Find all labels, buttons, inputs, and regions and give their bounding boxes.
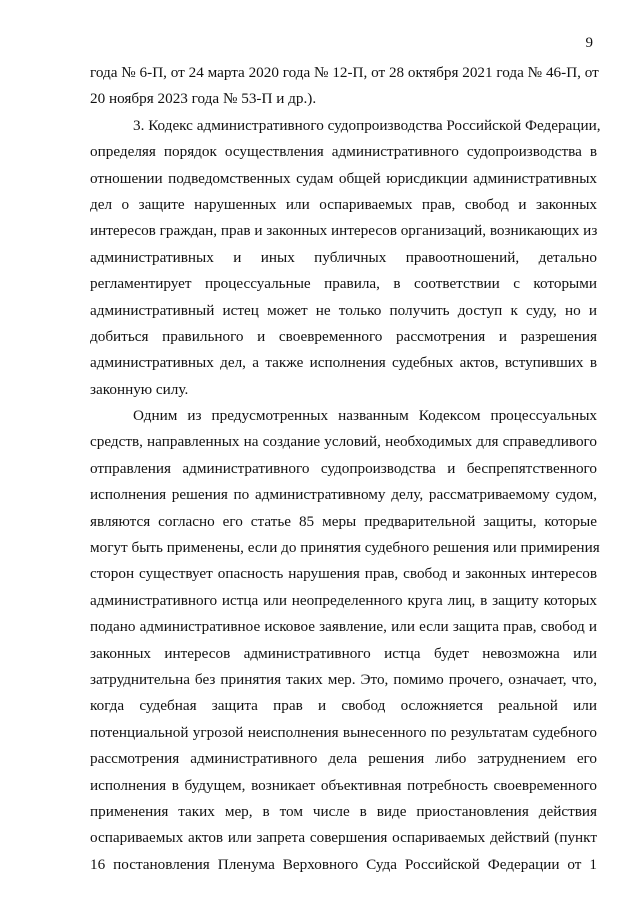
text-line: средств, направленных на создание условий, необходимых для справедливого bbox=[90, 433, 597, 451]
text-line: сторон существует опасность нарушения прав, свобод и законных интересов bbox=[90, 565, 597, 583]
paragraph-measures bbox=[90, 403, 600, 878]
text-line: дел о защите нарушенных или оспариваемых прав, свобод и законных bbox=[90, 195, 597, 213]
text-line: 20 ноября 2023 года № 53-П и др.). bbox=[90, 90, 317, 108]
text-line: определяя порядок осуществления административного судопроизводства в bbox=[90, 143, 597, 161]
text-line: оспариваемых актов или запрета совершения оспариваемых действий (пункт bbox=[90, 829, 597, 847]
text-line: затруднительна без принятия таких мер. Это, помимо прочего, означает, что, bbox=[90, 670, 597, 688]
text-line: 16 постановления Пленума Верховного Суда Российской Федерации от 1 bbox=[90, 855, 597, 873]
text-line: подано административное исковое заявление, или если защита прав, свобод и bbox=[90, 618, 597, 636]
text-line: административных и иных публичных правоотношений, детально bbox=[90, 248, 597, 266]
paragraph-3 bbox=[90, 113, 601, 403]
document-body bbox=[90, 60, 601, 878]
text-line: потенциальной угрозой неисполнения вынесенного по результатам судебного bbox=[90, 723, 597, 741]
page-number: 9 bbox=[585, 35, 593, 51]
text-line: интересов граждан, прав и законных интересов организаций, возникающих из bbox=[90, 222, 598, 240]
text-line: Одним из предусмотренных названным Кодексом процессуальных bbox=[133, 407, 597, 425]
text-line: регламентирует процессуальные правила, в соответствии с которыми bbox=[90, 275, 597, 293]
text-line: года № 6-П, от 24 марта 2020 года № 12-П, от 28 октября 2021 года № 46-П, от bbox=[90, 64, 599, 81]
text-line: административных дел, а также исполнения судебных актов, вступивших в bbox=[90, 354, 597, 372]
text-line: административного истца или неопределенного круга лиц, в защиту которых bbox=[90, 591, 597, 609]
text-line: законных интересов административного истца будет невозможна или bbox=[90, 644, 597, 662]
text-line: административный истец может не только получить доступ к суду, но и bbox=[90, 301, 597, 319]
text-line: 3. Кодекс административного судопроизводства Российской Федерации, bbox=[133, 116, 601, 134]
text-line: являются согласно его статье 85 меры предварительной защиты, которые bbox=[90, 512, 597, 530]
text-line: добиться правильного и своевременного рассмотрения и разрешения bbox=[90, 327, 597, 345]
text-line: исполнения решения по административному делу, рассматриваемому судом, bbox=[90, 486, 597, 504]
paragraph-continuation bbox=[90, 60, 597, 113]
text-line: могут быть применены, если до принятия судебного решения или примирения bbox=[90, 539, 600, 557]
text-line: исполнения в будущем, возникает объективная потребность своевременного bbox=[90, 776, 597, 794]
text-line: рассмотрения административного дела решения либо затруднением его bbox=[90, 750, 597, 768]
text-line: законную силу. bbox=[90, 380, 189, 398]
text-line: применения таких мер, в том числе в виде приостановления действия bbox=[90, 802, 597, 820]
text-line: отправления административного судопроизводства и беспрепятственного bbox=[90, 459, 597, 477]
text-line: когда судебная защита прав и свобод осложняется реальной или bbox=[90, 697, 597, 715]
text-line: отношении подведомственных судам общей юрисдикции административных bbox=[90, 169, 597, 187]
